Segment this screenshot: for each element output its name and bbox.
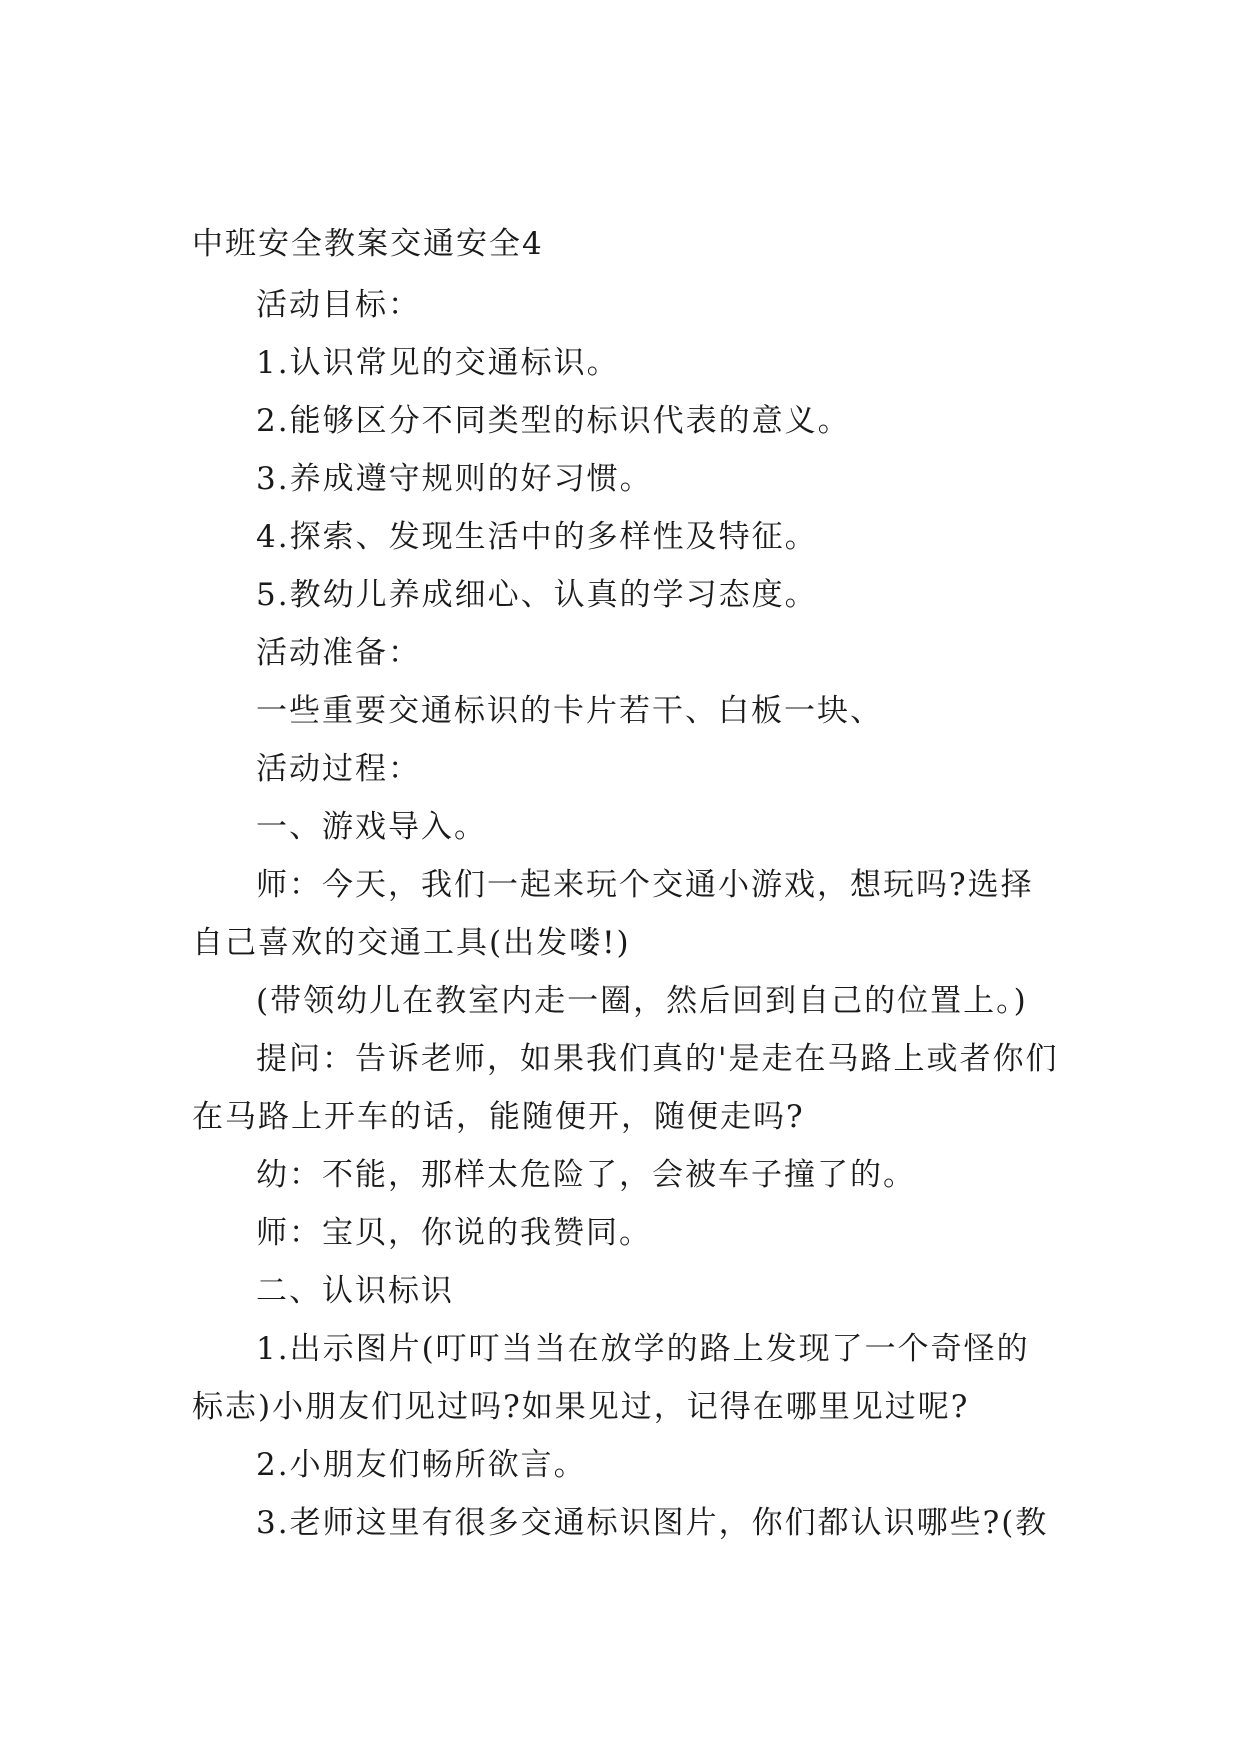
paragraph-teacher-agree: 师：宝贝，你说的我赞同。 xyxy=(256,1215,652,1251)
paragraph-goal-5: 5.教幼儿养成细心、认真的学习态度。 xyxy=(256,577,818,613)
document-body xyxy=(192,276,1062,1552)
paragraph-step-3: 3.老师这里有很多交通标识图片，你们都认识哪些?(教 xyxy=(256,1505,1049,1541)
paragraph-teacher-intro: 师：今天，我们一起来玩个交通小游戏，想玩吗?选择自己喜欢的交通工具(出发喽!) xyxy=(192,867,1034,961)
paragraph-step-2: 2.小朋友们畅所欲言。 xyxy=(256,1447,587,1483)
paragraph-section-1-heading: 一、游戏导入。 xyxy=(256,809,487,845)
paragraph-preparation-heading: 活动准备： xyxy=(256,635,421,671)
paragraph-child-answer: 幼：不能，那样太危险了，会被车子撞了的。 xyxy=(256,1157,916,1193)
paragraph-section-2-heading: 二、认识标识 xyxy=(256,1273,454,1309)
paragraph-process-heading: 活动过程： xyxy=(256,751,421,787)
document-title: 中班安全教案交通安全4 xyxy=(192,226,544,262)
paragraph-step-1: 1.出示图片(叮叮当当在放学的路上发现了一个奇怪的标志)小朋友们见过吗?如果见过，记得在哪里见过呢? xyxy=(192,1331,1030,1425)
paragraph-goal-2: 2.能够区分不同类型的标识代表的意义。 xyxy=(256,403,851,439)
paragraph-goal-1: 1.认识常见的交通标识。 xyxy=(256,345,620,381)
paragraph-goals-heading: 活动目标： xyxy=(256,287,421,323)
paragraph-goal-4: 4.探索、发现生活中的多样性及特征。 xyxy=(256,519,818,555)
paragraph-lead-children: (带领幼儿在教室内走一圈，然后回到自己的位置上。) xyxy=(256,983,1028,1019)
paragraph-question: 提问：告诉老师，如果我们真的'是走在马路上或者你们在马路上开车的话，能随便开，随便走吗? xyxy=(192,1041,1059,1135)
paragraph-preparation: 一些重要交通标识的卡片若干、白板一块、 xyxy=(256,693,883,729)
paragraph-goal-3: 3.养成遵守规则的好习惯。 xyxy=(256,461,653,497)
